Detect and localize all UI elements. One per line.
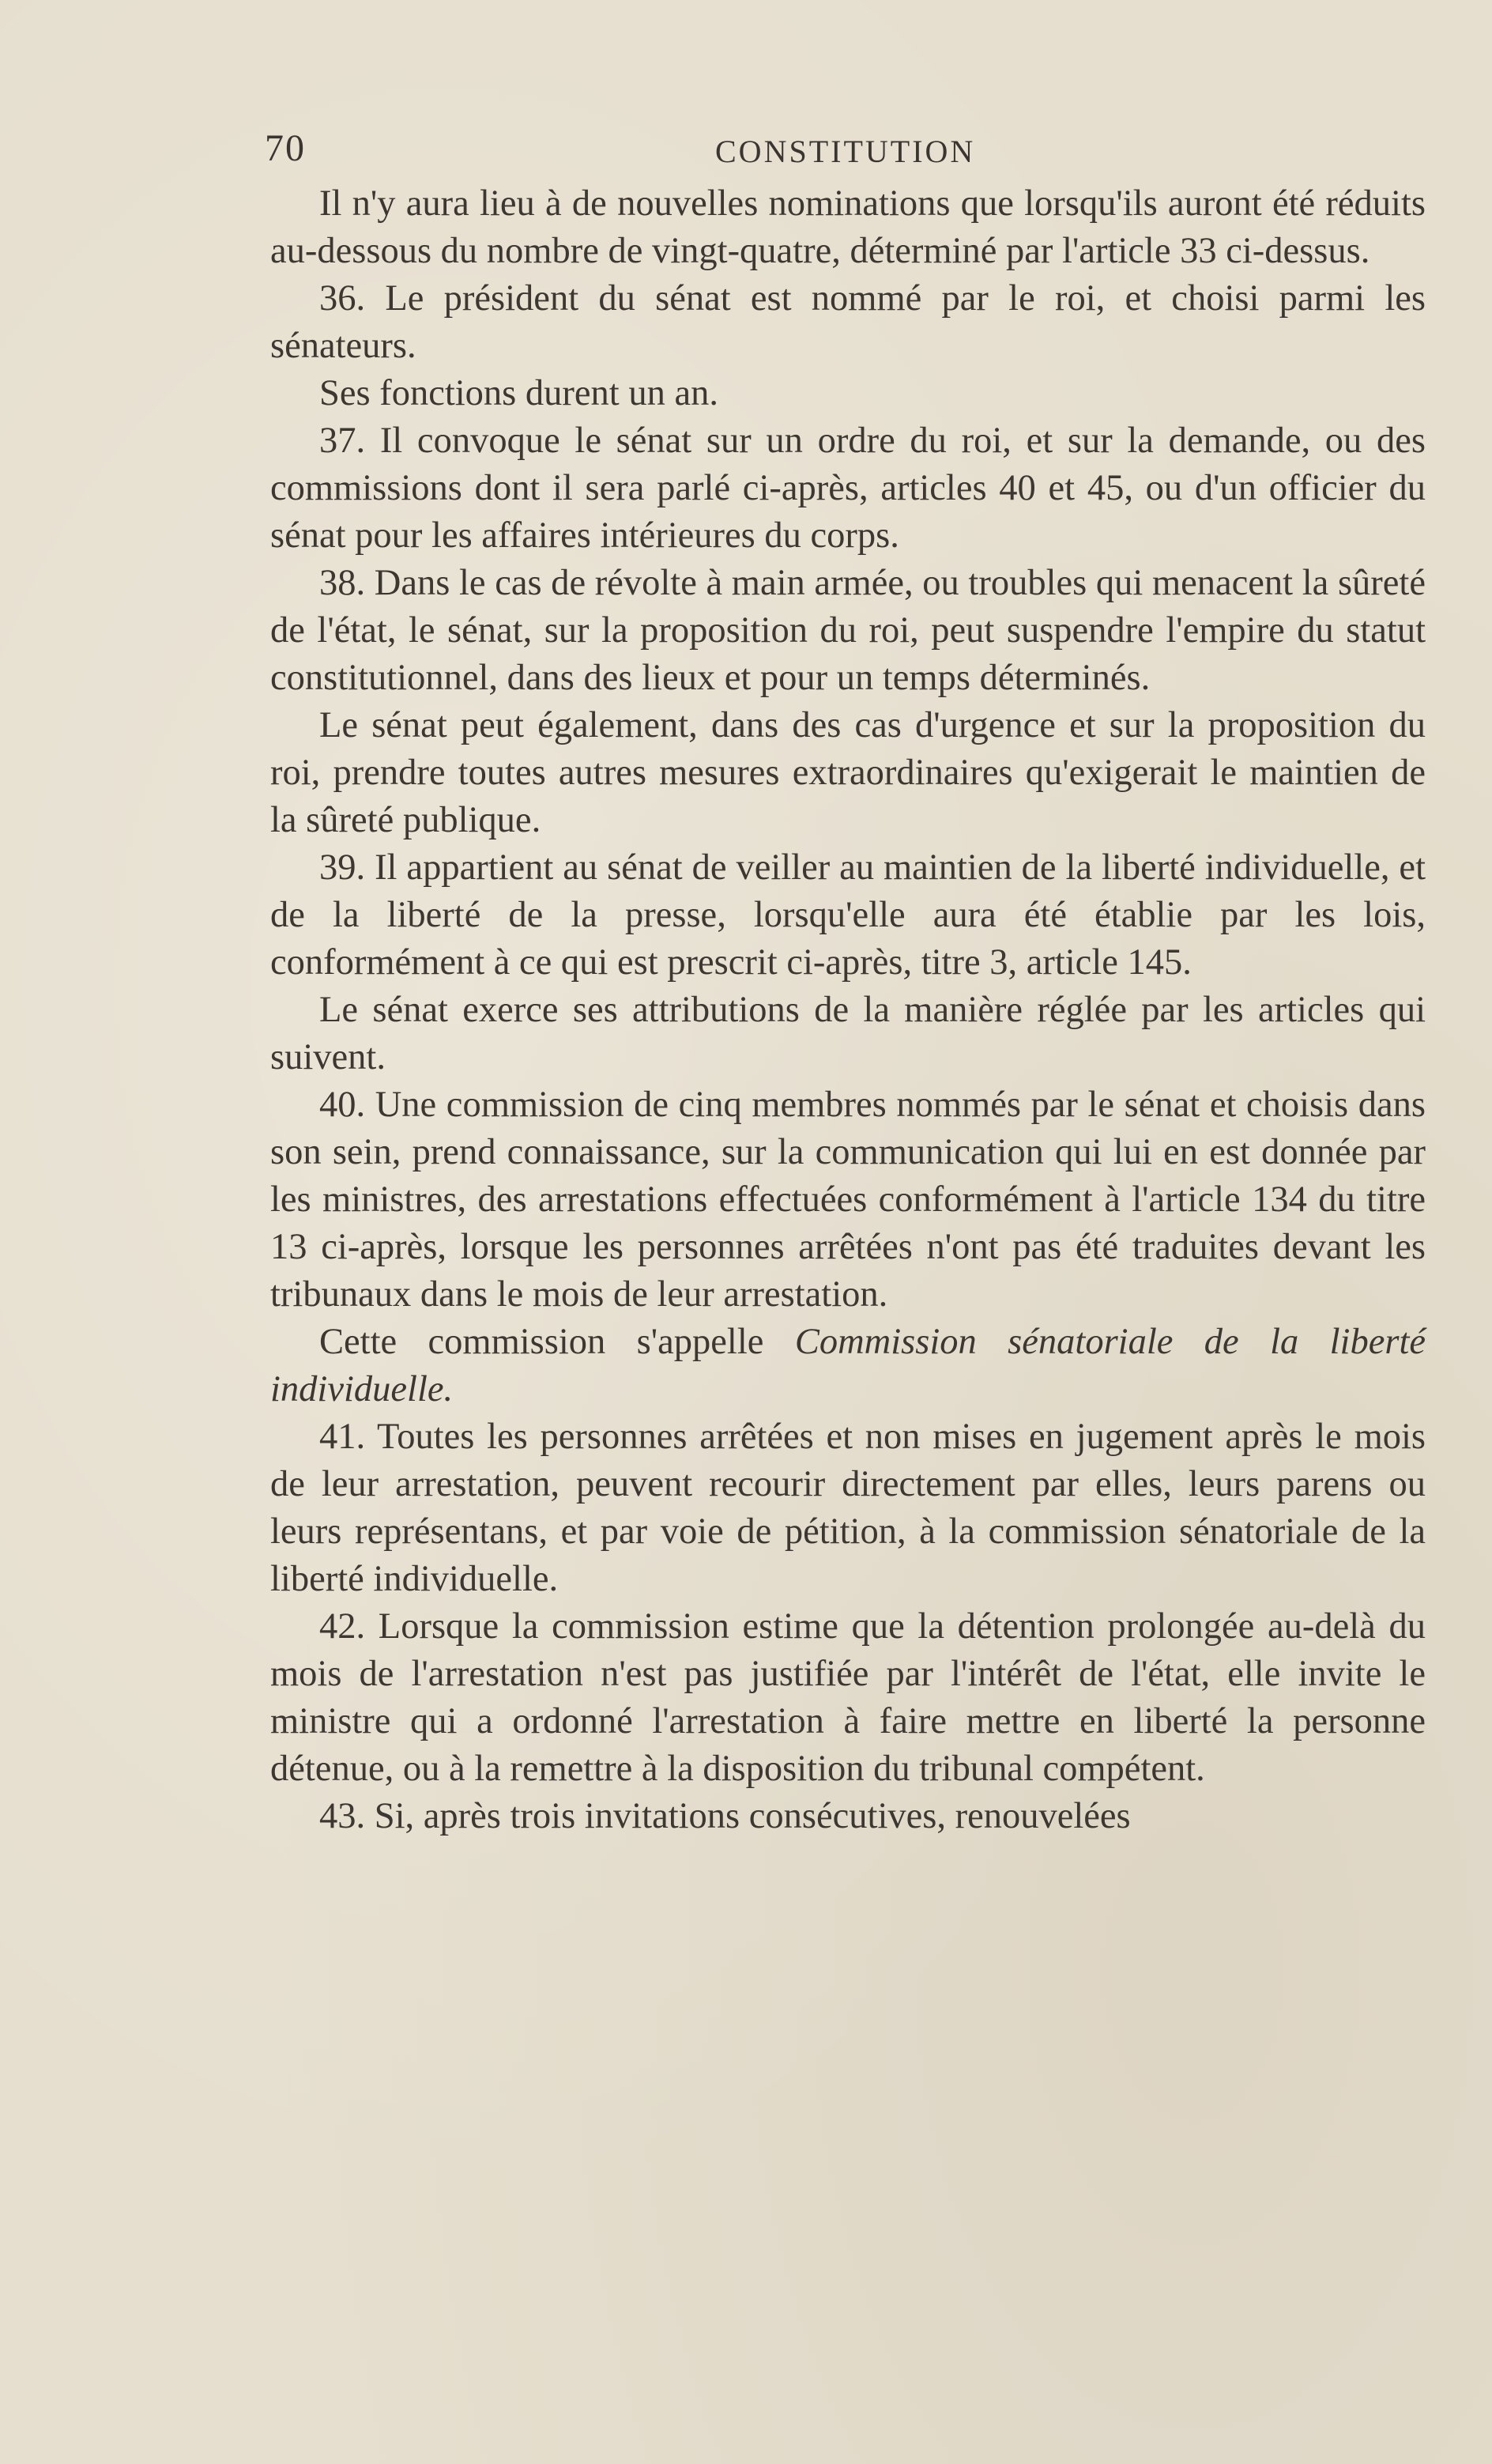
paragraph: Il n'y aura lieu à de nouvelles nominations que lorsqu'ils auront été réduits au-dessous du nombre de vingt-quatre, déterminé par l'article 33 ci-dessus.	[270, 183, 1426, 271]
article-36-paragraph: 36. Le président du sénat est nommé par le roi, et choisi parmi les sénateurs.	[270, 278, 1426, 366]
page-number: 70	[265, 127, 306, 169]
article-39-paragraph: 39. Il appartient au sénat de veiller au maintien de la liberté individuelle, et de la liberté de la presse, lorsqu'elle aura été établie par les lois, conformément à ce qui est prescrit ci-après, titre 3, article 145.	[270, 847, 1426, 983]
page-header	[265, 126, 1426, 174]
paragraph: Cette commission s'appelle Commission sénatoriale de la liberté individuelle.	[270, 1322, 1426, 1409]
italic-title: Commission sénatoriale de la liberté individuelle.	[270, 1322, 1426, 1409]
running-title: CONSTITUTION	[715, 134, 976, 169]
body-text	[270, 180, 1426, 1840]
article-43-paragraph: 43. Si, après trois invitations consécutives, renouvelées	[319, 1796, 1131, 1836]
article-40-paragraph: 40. Une commission de cinq membres nommés par le sénat et choisis dans son sein, prend connaissance, sur la communication qui lui en est donnée par les ministres, des arrestations effectuées conformément à l'article 134 du titre 13 ci-après, lorsque les personnes arrêtées n'ont pas été traduites devant les tribunaux dans le mois de leur arrestation.	[270, 1085, 1426, 1315]
article-37-paragraph: 37. Il convoque le sénat sur un ordre du roi, et sur la demande, ou des commissions dont il sera parlé ci-après, articles 40 et 45, ou d'un officier du sénat pour les affaires intérieures du corps.	[270, 421, 1426, 556]
article-38-paragraph: 38. Dans le cas de révolte à main armée, ou troubles qui menacent la sûreté de l'état, le sénat, sur la proposition du roi, peut suspendre l'empire du statut constitutionnel, dans des lieux et pour un temps déterminés.	[270, 563, 1426, 698]
paragraph: Ses fonctions durent un an.	[319, 373, 718, 413]
article-42-paragraph: 42. Lorsque la commission estime que la détention prolongée au-delà du mois de l'arrestation n'est pas justifiée par l'intérêt de l'état, elle invite le ministre qui a ordonné l'arrestation à faire mettre en liberté la personne détenue, ou à la remettre à la disposition du tribunal compétent.	[270, 1606, 1426, 1789]
paragraph: Le sénat exerce ses attributions de la manière réglée par les articles qui suivent.	[270, 990, 1426, 1077]
article-41-paragraph: 41. Toutes les personnes arrêtées et non mises en jugement après le mois de leur arrestation, peuvent recourir directement par elles, leurs parens ou leurs représentans, et par voie de pétition, à la commission sénatoriale de la liberté individuelle.	[270, 1417, 1426, 1599]
paragraph: Le sénat peut également, dans des cas d'urgence et sur la proposition du roi, prendre toutes autres mesures extraordinaires qu'exigerait le maintien de la sûreté publique.	[270, 705, 1426, 840]
